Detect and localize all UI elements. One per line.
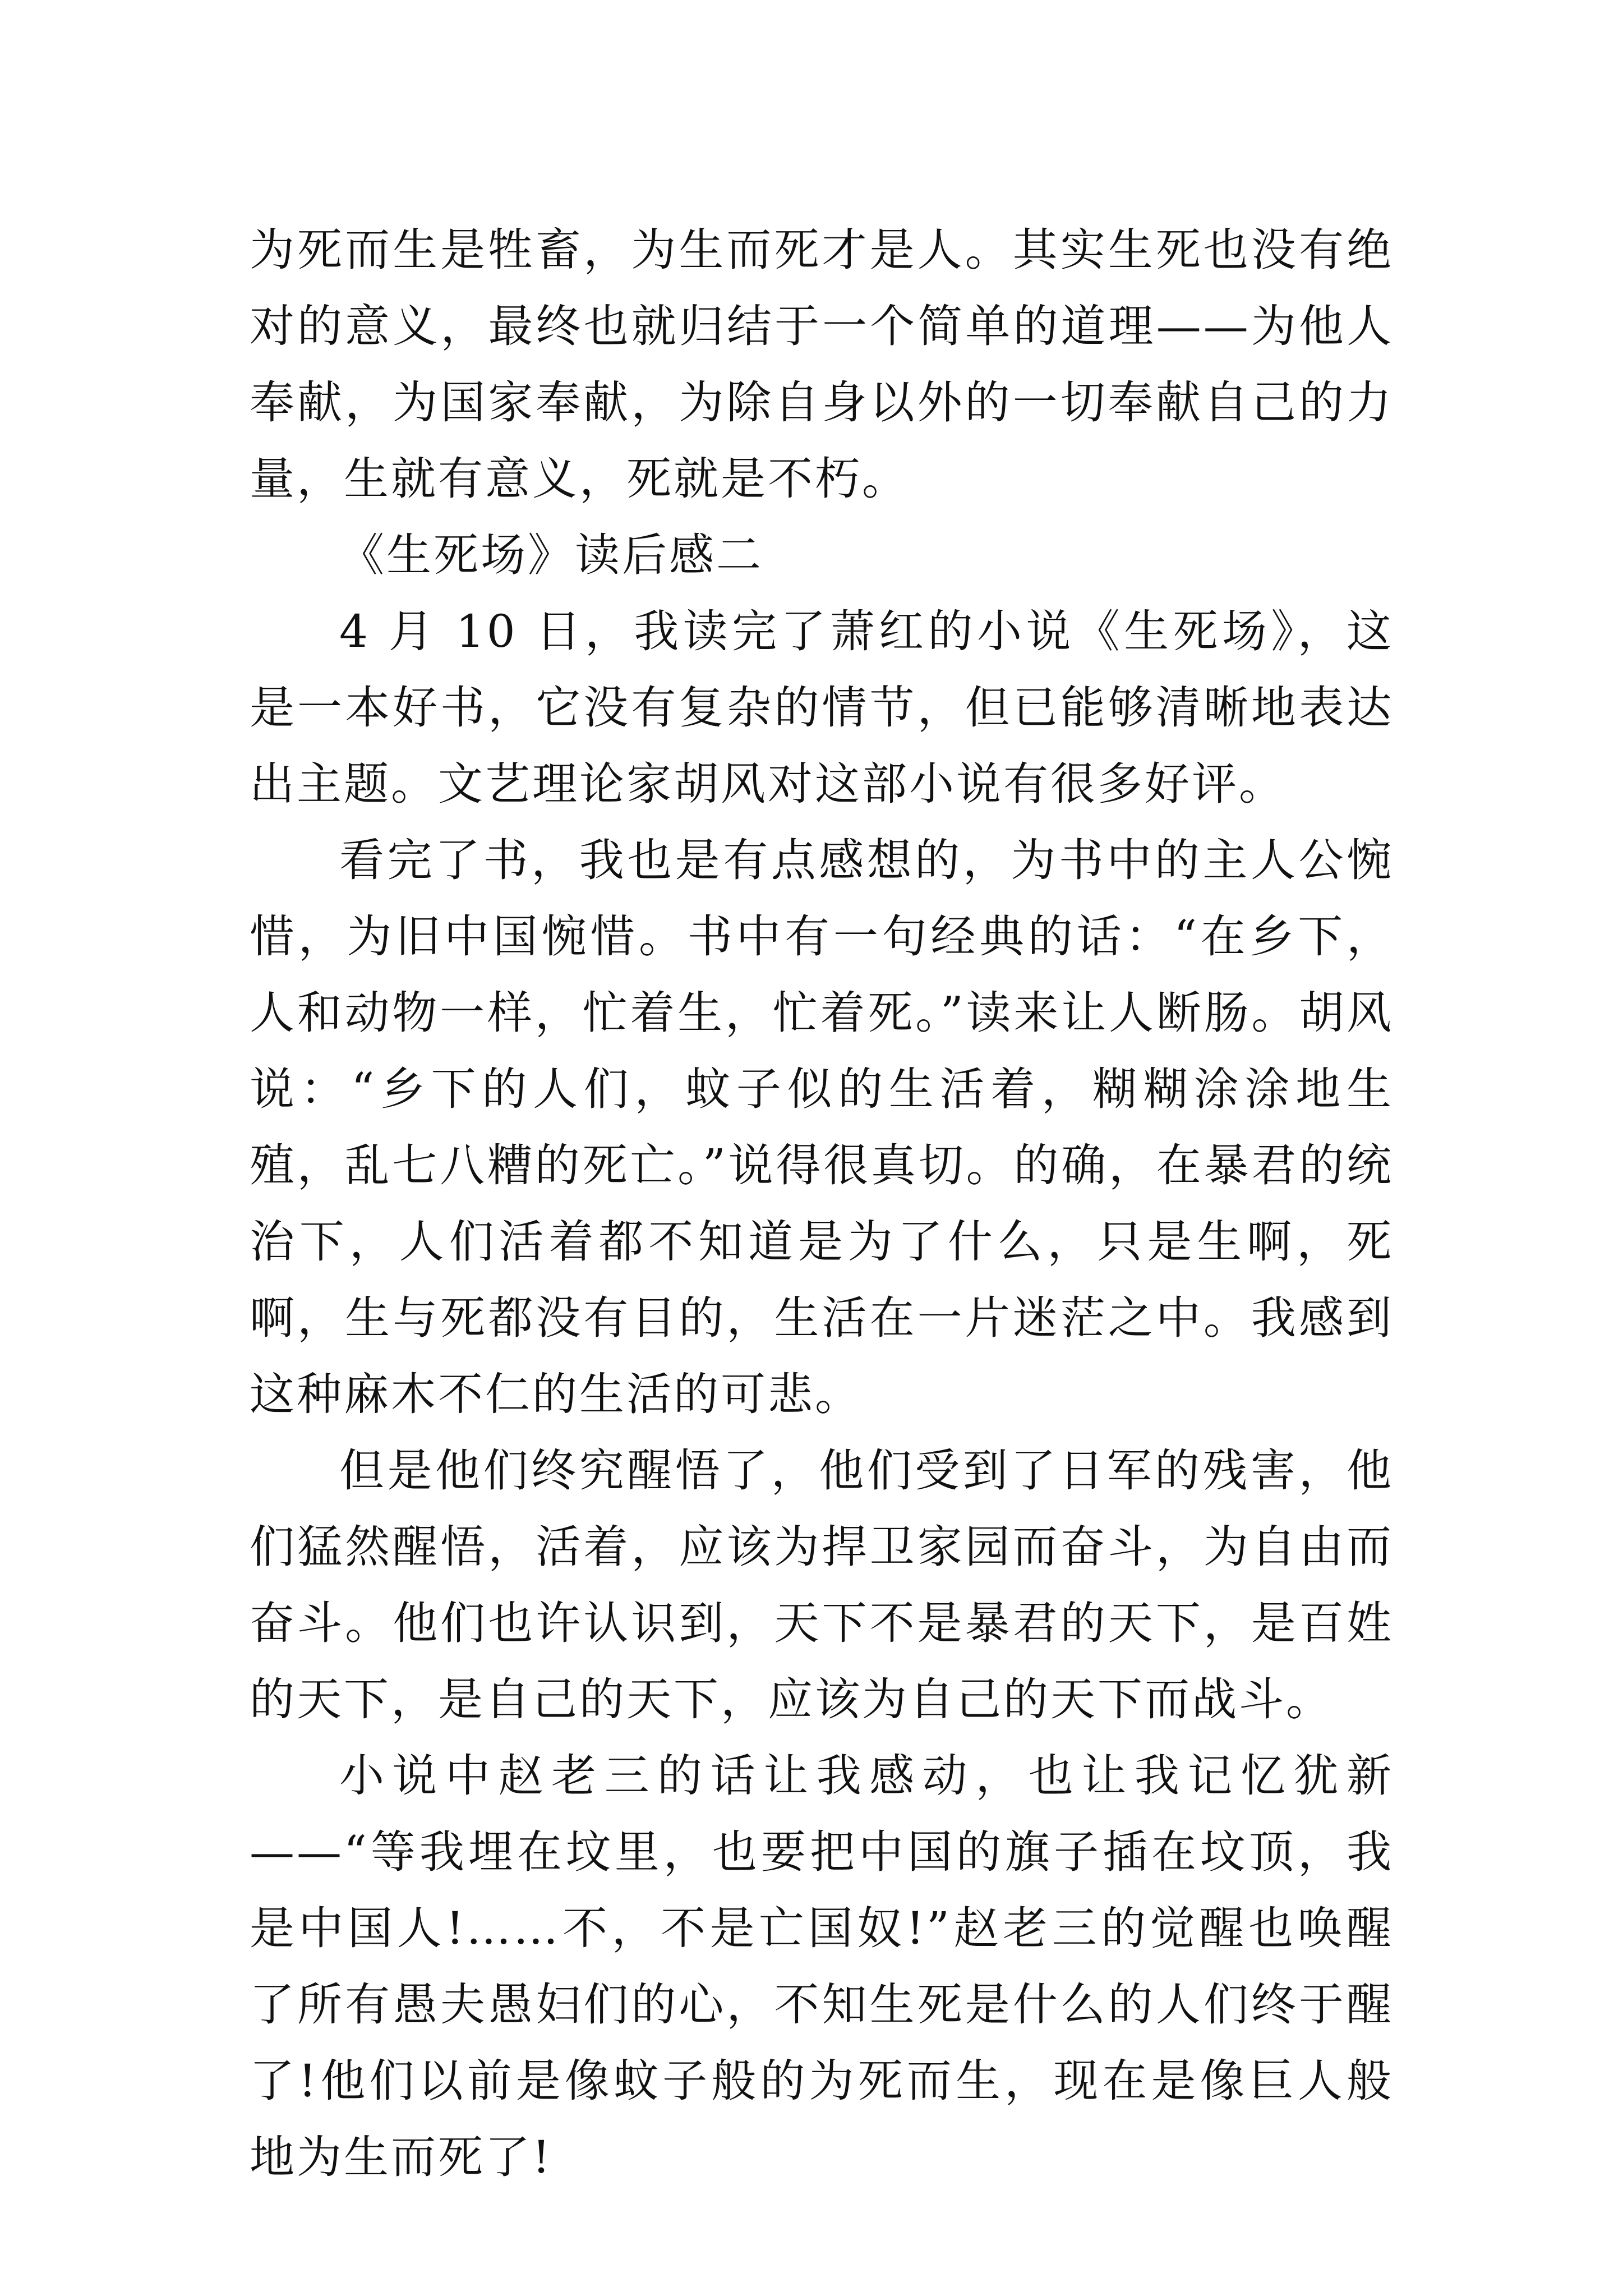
paragraph-2: 看完了书，我也是有点感想的，为书中的主人公惋惜，为旧中国惋惜。书中有一句经典的话：“在乡下，人和动物一样，忙着生，忙着死。”读来让人断肠。胡风说：“乡下的人们，蚊子似的生活着，糊糊涂涂地生殖，乱七八糟的死亡。”说得很真切。的确，在暴君的统治下，人们活着都不知道是为了什么，只是生啊，死啊，生与死都没有目的，生活在一片迷茫之中。我感到这种麻木不仁的生活的可悲。 (250, 834, 1394, 1420)
paragraph-3: 但是他们终究醒悟了，他们受到了日军的残害，他们猛然醒悟，活着，应该为捍卫家园而奋斗，为自由而奋斗。他们也许认识到，天下不是暴君的天下，是百姓的天下，是自己的天下，应该为自己的天下而战斗。 (250, 1444, 1394, 1726)
section-heading: 《生死场》读后感二 (339, 529, 763, 581)
paragraph-1: 4 月 10 日，我读完了萧红的小说《生死场》，这是一本好书，它没有复杂的情节，但已能够清晰地表达出主题。文艺理论家胡风对这部小说有很多好评。 (250, 605, 1394, 810)
paragraph-4: 小说中赵老三的话让我感动，也让我记忆犹新——“等我埋在坟里，也要把中国的旗子插在坟顶，我是中国人!……不，不是亡国奴!”赵老三的觉醒也唤醒了所有愚夫愚妇们的心，不知生死是什么的人们终于醒了!他们以前是像蚊子般的为死而生，现在是像巨人般地为生而死了! (250, 1750, 1394, 2183)
paragraph-continued: 为死而生是牲畜，为生而死才是人。其实生死也没有绝对的意义，最终也就归结于一个简单的道理——为他人奉献，为国家奉献，为除自身以外的一切奉献自己的力量，生就有意义，死就是不朽。 (250, 224, 1394, 505)
document-body (250, 212, 1394, 2196)
